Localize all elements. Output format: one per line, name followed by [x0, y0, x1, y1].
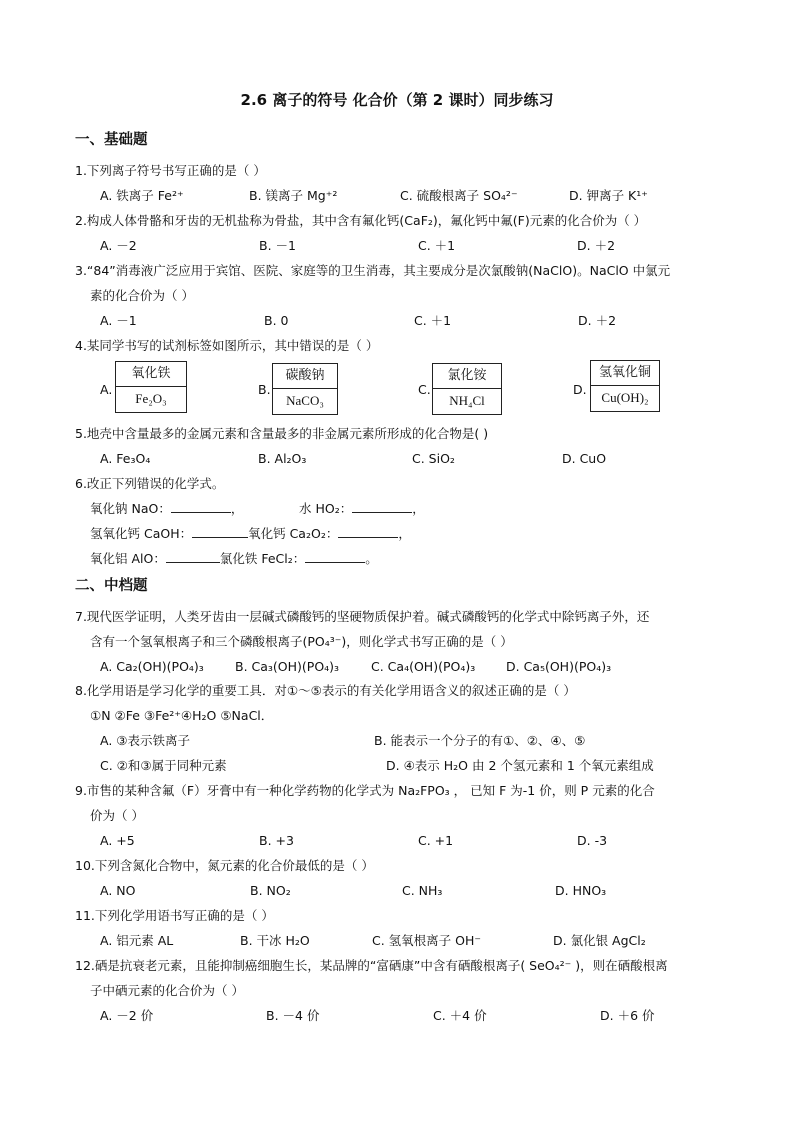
q6-prompt: 氧化钙 Ca₂O₂：	[248, 526, 339, 541]
question-9-stem-line1: 9.市售的某种含氟（F）牙膏中有一种化学药物的化学式为 Na₂FPO₃ ， 已知 F 为-1 价，则 P 元素的化合	[75, 783, 655, 798]
question-7-option-b: B. Ca₃(OH)(PO₄)₃	[235, 659, 340, 674]
question-6-row-3	[90, 550, 378, 568]
question-7-stem-line2: 含有一个氢氧根离子和三个磷酸根离子(PO₄³⁻)，则化学式书写正确的是（ ）	[90, 634, 513, 649]
question-4-option-a-letter: A.	[100, 382, 113, 397]
question-12-option-c: C. ＋4 价	[433, 1008, 487, 1023]
question-4-label-a	[115, 361, 187, 413]
question-5-option-d: D. CuO	[562, 451, 607, 466]
question-3-option-a: A. －1	[100, 313, 137, 328]
question-1-option-a: A. 铁离子 Fe²⁺	[100, 188, 184, 203]
question-12-option-a: A. －2 价	[100, 1008, 154, 1023]
question-8-option-a: A. ③表示铁离子	[100, 733, 190, 748]
question-6-stem: 6.改正下列错误的化学式。	[75, 476, 225, 491]
question-5-option-b: B. Al₂O₃	[258, 451, 307, 466]
question-9-option-d: D. -3	[577, 833, 608, 848]
section-heading-basic: 一、基础题	[75, 132, 148, 148]
answer-blank[interactable]	[171, 500, 231, 513]
question-9-option-b: B. +3	[259, 833, 294, 848]
question-4-label-c	[432, 363, 502, 415]
question-2-option-c: C. ＋1	[418, 238, 456, 253]
label-b-formula: NaCO₃	[286, 393, 324, 408]
label-a-name: 氧化铁	[116, 362, 186, 387]
label-d-formula: Cu(OH)₂	[601, 390, 649, 405]
question-11-option-c: C. 氢氧根离子 OH⁻	[372, 933, 481, 948]
question-2-option-d: D. ＋2	[577, 238, 616, 253]
question-12-stem-line2: 子中硒元素的化合价为（ ）	[90, 983, 244, 998]
question-11-option-a: A. 铝元素 AL	[100, 933, 174, 948]
q6-prompt: 氢氧化钙 CaOH：	[90, 526, 193, 541]
section-heading-intermediate: 二、中档题	[75, 578, 148, 594]
question-6-row-1b	[299, 500, 425, 518]
question-6-row-2	[90, 525, 411, 543]
answer-blank[interactable]	[166, 550, 220, 563]
question-8-option-d: D. ④表示 H₂O 由 2 个氢元素和 1 个氧元素组成	[386, 758, 654, 773]
question-3-stem-line2: 素的化合价为（ ）	[90, 288, 194, 303]
question-5-option-c: C. SiO₂	[412, 451, 455, 466]
question-4-option-b-letter: B.	[258, 382, 271, 397]
question-8-stem: 8.化学用语是学习化学的重要工具．对①～⑤表示的有关化学用语含义的叙述正确的是（ ）	[75, 683, 576, 698]
question-2-option-b: B. －1	[259, 238, 296, 253]
label-c-name: 氯化铵	[433, 364, 501, 389]
label-c-formula: NH₄Cl	[449, 393, 485, 408]
question-4-option-c-letter: C.	[418, 382, 431, 397]
question-11-option-b: B. 干冰 H₂O	[240, 933, 310, 948]
question-1-option-b: B. 镁离子 Mg⁺²	[249, 188, 338, 203]
answer-blank[interactable]	[192, 525, 248, 538]
question-9-option-a: A. +5	[100, 833, 135, 848]
q6-prompt: 氧化铝 AlO：	[90, 551, 166, 566]
q6-prompt: 氧化钠 NaO：	[90, 501, 171, 516]
question-8-items: ①N ②Fe ③Fe²⁺④H₂O ⑤NaCl．	[90, 708, 274, 723]
question-2-option-a: A. －2	[100, 238, 137, 253]
question-9-stem-line2: 价为（ ）	[90, 808, 144, 823]
question-12-option-b: B. －4 价	[266, 1008, 320, 1023]
question-8-option-c: C. ②和③属于同种元素	[100, 758, 227, 773]
question-12-option-d: D. ＋6 价	[600, 1008, 655, 1023]
question-3-option-c: C. ＋1	[414, 313, 452, 328]
question-12-stem-line1: 12.硒是抗衰老元素，且能抑制癌细胞生长，某品牌的“富硒康”中含有硒酸根离子( SeO₄²⁻ )，则在硒酸根离	[75, 958, 668, 973]
question-10-stem: 10.下列含氮化合物中，氮元素的化合价最低的是（ ）	[75, 858, 374, 873]
question-8-option-b: B. 能表示一个分子的有①、②、④、⑤	[374, 733, 586, 748]
question-9-option-c: C. +1	[418, 833, 454, 848]
question-1-stem: 1.下列离子符号书写正确的是（ ）	[75, 163, 266, 178]
question-6-row-1a	[90, 500, 243, 518]
question-4-label-b	[272, 363, 338, 415]
comma: ，	[412, 501, 425, 516]
period: 。	[365, 551, 378, 566]
q6-prompt: 氯化铁 FeCl₂：	[219, 551, 306, 566]
page-title: 2.6 离子的符号 化合价（第 2 课时）同步练习	[240, 91, 554, 109]
question-10-option-d: D. HNO₃	[555, 883, 607, 898]
comma: ，	[398, 526, 411, 541]
question-10-option-a: A. NO	[100, 883, 136, 898]
answer-blank[interactable]	[305, 550, 365, 563]
question-4-stem: 4.某同学书写的试剂标签如图所示，其中错误的是（ ）	[75, 338, 379, 353]
question-2-stem: 2.构成人体骨骼和牙齿的无机盐称为骨盐，其中含有氟化钙(CaF₂)，氟化钙中氟(F)元素的化合价为（ ）	[75, 213, 647, 228]
question-11-stem: 11.下列化学用语书写正确的是（ ）	[75, 908, 274, 923]
question-11-option-d: D. 氯化银 AgCl₂	[553, 933, 646, 948]
question-10-option-b: B. NO₂	[250, 883, 291, 898]
question-7-option-a: A. Ca₂(OH)(PO₄)₃	[100, 659, 204, 674]
q6-prompt: 水 HO₂：	[299, 501, 353, 516]
answer-blank[interactable]	[338, 525, 398, 538]
label-d-name: 氢氧化铜	[591, 361, 659, 386]
question-1-option-d: D. 钾离子 K¹⁺	[569, 188, 648, 203]
question-10-option-c: C. NH₃	[402, 883, 443, 898]
answer-blank[interactable]	[352, 500, 412, 513]
question-7-stem-line1: 7.现代医学证明，人类牙齿由一层碱式磷酸钙的坚硬物质保护着。碱式磷酸钙的化学式中除钙离子外，还	[75, 609, 650, 624]
question-3-option-d: D. ＋2	[578, 313, 617, 328]
question-7-option-c: C. Ca₄(OH)(PO₄)₃	[371, 659, 476, 674]
question-3-option-b: B. 0	[264, 313, 289, 328]
question-5-option-a: A. Fe₃O₄	[100, 451, 151, 466]
question-4-option-d-letter: D.	[573, 382, 587, 397]
question-3-stem-line1: 3.“84”消毒液广泛应用于宾馆、医院、家庭等的卫生消毒，其主要成分是次氯酸钠(NaClO)。NaClO 中氯元	[75, 263, 671, 278]
question-5-stem: 5.地壳中含量最多的金属元素和含量最多的非金属元素所形成的化合物是( )	[75, 426, 489, 441]
comma: ，	[230, 501, 244, 516]
question-4-label-d	[590, 360, 660, 412]
question-1-option-c: C. 硫酸根离子 SO₄²⁻	[400, 188, 518, 203]
label-a-formula: Fe₂O₃	[135, 391, 167, 406]
label-b-name: 碳酸钠	[273, 364, 337, 389]
question-7-option-d: D. Ca₅(OH)(PO₄)₃	[506, 659, 612, 674]
